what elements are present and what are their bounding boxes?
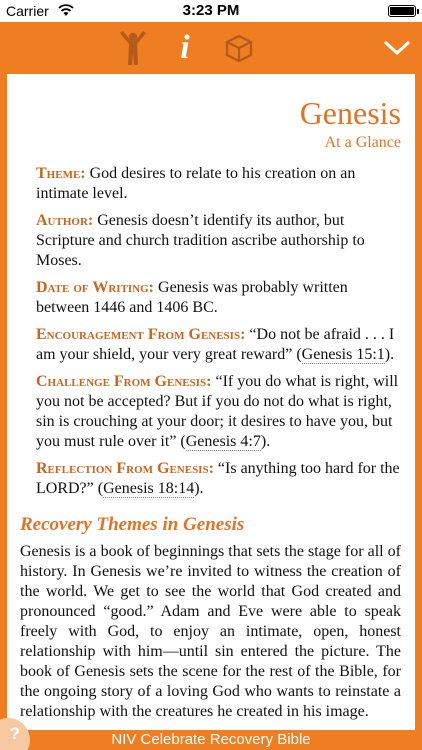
footer-bar (0, 730, 422, 750)
fact-label: Author: (36, 212, 94, 229)
fact-date-of-writing (36, 278, 401, 318)
person-arms-raised-icon[interactable] (116, 30, 150, 66)
fact-theme (36, 164, 401, 204)
info-glyph: i (180, 29, 190, 66)
scripture-link[interactable]: Genesis 15:1 (301, 346, 385, 363)
carrier-label: Carrier (6, 3, 49, 19)
status-time: 3:23 PM (182, 2, 240, 19)
fact-text: “If you do what is right, will you not be accepted? But if you do not do what is right, sin is crouching at your door; it desires to have you, but you must rule over it” ( (36, 373, 399, 450)
section-heading: Recovery Themes in Genesis (20, 514, 245, 535)
at-a-glance-facts (20, 164, 401, 499)
fact-encouragement (36, 325, 401, 365)
title-block (20, 74, 401, 153)
info-icon[interactable] (168, 30, 202, 66)
fact-text: “Is anything too hard for the LORD?” ( (36, 460, 400, 497)
fact-text-end: ). (384, 346, 395, 363)
fact-label: Encouragement From Genesis: (36, 326, 246, 343)
fact-text-end: ). (194, 480, 204, 497)
fact-label: Challenge From Genesis: (36, 373, 212, 390)
chevron-down-icon[interactable] (380, 30, 414, 66)
book-title: Genesis (299, 95, 401, 131)
footer-title: NIV Celebrate Recovery Bible (111, 731, 311, 748)
help-icon: ? (9, 724, 20, 743)
fact-text: “Do not be afraid . . . I am your shield, your very great reward” ( (36, 326, 395, 363)
fact-text: God desires to relate to his creation on an intimate level. (36, 165, 356, 202)
fact-author (36, 211, 401, 271)
scripture-link[interactable]: Genesis 18:14 (103, 480, 195, 497)
book-subtitle: At a Glance (324, 134, 401, 151)
fact-challenge (36, 372, 401, 452)
fact-label: Reflection From Genesis: (36, 460, 214, 477)
battery-icon (388, 5, 416, 17)
fact-text: Genesis was probably written between 1446 and 1406 BC. (36, 279, 348, 316)
book-intro-content[interactable] (7, 74, 415, 730)
section-paragraph: Genesis is a book of beginnings that sets the stage for all of history. In Genesis we’re invited to witness the creation of the world. We get to see the world that God created and pronounced “good.” Adam and Eve were able to speak freely with God, to enjoy an intimate, open, honest relationship with him—until sin entered the picture. The book of Genesis sets the scene for the rest of the Bible, for the ongoing story of a loving God who wants to reinstate a relationship with the creatures he created in his image. (20, 543, 401, 720)
fact-text: Genesis doesn’t identify its author, but Scripture and church tradition ascribe authorship to Moses. (36, 212, 365, 269)
fact-text-end: ). (260, 433, 271, 450)
scripture-link[interactable]: Genesis 4:7 (185, 433, 261, 450)
status-bar (0, 0, 422, 22)
fact-label: Theme: (36, 165, 86, 182)
fact-reflection (36, 459, 401, 499)
cube-icon[interactable] (222, 30, 256, 66)
fact-label: Date of Writing: (36, 279, 155, 296)
toolbar (0, 22, 422, 74)
